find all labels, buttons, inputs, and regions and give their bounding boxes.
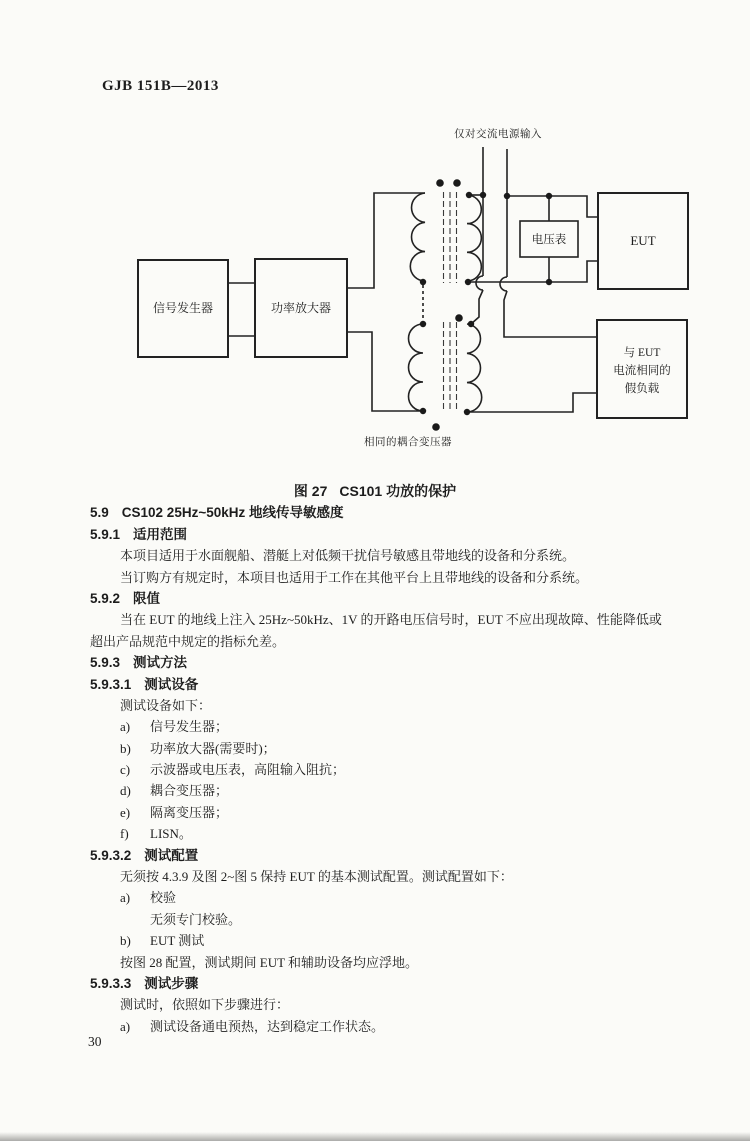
list-item-c: c) 示波器或电压表，高阻输入阻抗； xyxy=(120,762,346,778)
dummy-load-label-1: 与 EUT xyxy=(623,347,661,359)
list-item-b: b) 功率放大器(需要时)； xyxy=(120,740,276,756)
ac-input-label: 仅对交流电源输入 xyxy=(454,129,542,140)
body-text xyxy=(0,481,750,1037)
list-item-b2: b) EUT 测试 xyxy=(120,933,205,949)
phasing-dot xyxy=(453,179,461,187)
power-amplifier-box xyxy=(255,259,347,357)
crossover-hop-2 xyxy=(500,277,507,291)
paragraph-continuation: 超出产品规范中规定的指标允差。 xyxy=(90,633,286,649)
paragraph: 测试设备如下： xyxy=(120,697,212,713)
sub-paragraph: 无须专门校验。 xyxy=(150,911,242,927)
section-heading-5-9-2: 5.9.2 限值 xyxy=(90,590,161,606)
paragraph: 当在 EUT 的地线上注入 25Hz~50kHz、1V 的开路电压信号时，EUT 不应出现故障、性能降低或 xyxy=(120,612,662,628)
dummy-load-label-2: 电流相同的 xyxy=(613,365,671,377)
section-heading-5-9-1: 5.9.1 适用范围 xyxy=(90,526,188,542)
dummy-load-box xyxy=(597,320,687,418)
signal-generator-box xyxy=(138,260,228,357)
eut-box xyxy=(598,193,688,289)
dummy-load-label-3: 假负载 xyxy=(624,383,660,395)
page-number: 30 xyxy=(88,1034,102,1049)
coupling-transformer-lower xyxy=(409,314,482,431)
list-item-d: d) 耦合变压器； xyxy=(120,783,229,799)
paragraph: 无须按 4.3.9 及图 2~图 5 保持 EUT 的基本测试配置。测试配置如下： xyxy=(120,869,513,885)
paragraph: 本项目适用于水面舰船、潜艇上对低频干扰信号敏感且带地线的设备和分系统。 xyxy=(120,548,576,564)
section-heading-5-9-3-2: 5.9.3.2 测试配置 xyxy=(90,847,199,863)
power-amplifier-label: 功率放大器 xyxy=(270,301,332,315)
scan-bottom-edge xyxy=(0,1132,750,1141)
phasing-dot xyxy=(455,314,463,322)
voltmeter-box xyxy=(520,221,578,257)
section-heading-5-9-3: 5.9.3 测试方法 xyxy=(90,655,188,671)
junction-dots xyxy=(420,192,552,415)
phasing-dot xyxy=(436,179,444,187)
figure-caption-number: 图 27 xyxy=(293,483,328,499)
voltmeter-label: 电压表 xyxy=(531,234,567,246)
standard-number: GJB 151B—2013 xyxy=(102,78,219,94)
coupling-transformer-label: 相同的耦合变压器 xyxy=(364,437,452,448)
section-heading-5-9-3-1: 5.9.3.1 测试设备 xyxy=(90,676,199,692)
signal-generator-label: 信号发生器 xyxy=(152,301,214,315)
eut-label: EUT xyxy=(630,233,656,248)
phasing-dot xyxy=(432,423,440,431)
paragraph: 当订购方有规定时，本项目也适用于工作在其他平台上且带地线的设备和分系统。 xyxy=(120,569,589,585)
list-item-a3: a) 测试设备通电预热，达到稳定工作状态。 xyxy=(120,1018,385,1034)
wires xyxy=(228,147,598,412)
figure-caption xyxy=(0,481,750,502)
list-item-a: a) 信号发生器； xyxy=(120,719,229,735)
list-item-e: e) 隔离变压器； xyxy=(120,804,229,820)
circuit-diagram xyxy=(0,0,750,500)
section-heading-5-9-3-3: 5.9.3.3 测试步骤 xyxy=(90,975,199,991)
figure-caption-title: CS101 功放的保护 xyxy=(339,483,457,499)
crossover-hop-1 xyxy=(476,276,483,290)
list-item-f: f) LISN。 xyxy=(120,826,192,842)
list-item-a2: a) 校验 xyxy=(120,890,177,906)
paragraph: 按图 28 配置，测试期间 EUT 和辅助设备均应浮地。 xyxy=(120,954,419,970)
section-heading-5-9: 5.9 CS102 25Hz~50kHz 地线传导敏感度 xyxy=(90,505,344,521)
paragraph: 测试时，依照如下步骤进行： xyxy=(120,997,290,1013)
